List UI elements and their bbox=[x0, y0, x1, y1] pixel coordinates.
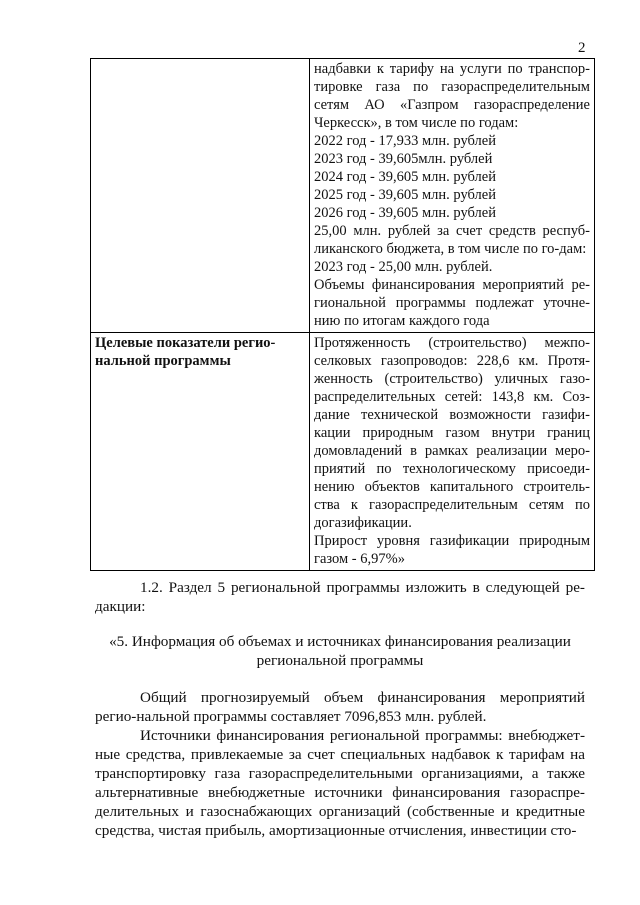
funding-year-line: 2022 год - 17,933 млн. рублей bbox=[314, 133, 496, 149]
funding-year-line: 2023 год - 25,00 млн. рублей. bbox=[314, 259, 493, 275]
amendment-text: 1.2. Раздел 5 региональной программы изложить в следующей ре-дакции: bbox=[95, 579, 585, 615]
funding-year-line: 2024 год - 39,605 млн. рублей bbox=[314, 169, 496, 185]
body-paragraph: Источники финансирования региональной программы: внебюджет-ные средства, привлекаемые за счет специальных надбавок к тарифам на транспортировку газа газораспределительными организациями, а также альтернативные внебюджетные источники финансирования газораспре-делительных и газоснабжающих организаций (собственные и кредитные средства, чистая прибыль, амортизационные отчисления, инвестиции сто- bbox=[95, 727, 585, 839]
funding-text-line: надбавки к тарифу на услуги по транспор-тировке газа по газораспределительным сетям АО «Газпром газораспределение Черкесск», в том числе по годам: bbox=[314, 61, 590, 131]
funding-text-line: 25,00 млн. рублей за счет средств респуб-ликанского бюджета, в том числе по го-дам: bbox=[314, 223, 590, 257]
section-heading-line: региональной программы bbox=[256, 652, 424, 669]
indicators-text: Прирост уровня газификации природным газом - 6,97%» bbox=[314, 533, 590, 567]
program-passport-table bbox=[90, 58, 595, 571]
row-label-cell bbox=[91, 333, 310, 571]
funding-year-line: 2026 год - 39,605 млн. рублей bbox=[314, 205, 496, 221]
funding-note-line: Объемы финансирования мероприятий ре-гиональной программы подлежат уточне-нию по итогам каждого года bbox=[314, 277, 590, 329]
amendment-paragraph bbox=[95, 578, 585, 616]
row-label-cell bbox=[91, 59, 310, 333]
row-value-cell bbox=[310, 333, 595, 571]
section-heading bbox=[95, 632, 585, 670]
target-indicators-label: Целевые показатели регио-нальной программы bbox=[95, 335, 276, 369]
table-row bbox=[91, 59, 595, 333]
table-row bbox=[91, 333, 595, 571]
funding-year-line: 2025 год - 39,605 млн. рублей bbox=[314, 187, 496, 203]
section-heading-line: «5. Информация об объемах и источниках финансирования реализации bbox=[109, 633, 571, 650]
indicators-text: Протяженность (строительство) межпо-селковых газопроводов: 228,6 км. Протя-женность (строительство) уличных газо-распределительных сетей: 143,8 км. Соз-дание технической возможности газифи-кации природным газом внутри границ домовладений в рамках реализации меро-приятий по технологическому присоеди-нению объектов капитального строитель-ства к газораспределительным сетям по догазификации. bbox=[314, 335, 590, 531]
section-body bbox=[95, 688, 585, 840]
body-paragraph: Общий прогнозируемый объем финансирования мероприятий регио-нальной программы составляет 7096,853 млн. рублей. bbox=[95, 689, 585, 725]
row-value-cell bbox=[310, 59, 595, 333]
funding-year-line: 2023 год - 39,605млн. рублей bbox=[314, 151, 493, 167]
page-number: 2 bbox=[578, 40, 586, 56]
